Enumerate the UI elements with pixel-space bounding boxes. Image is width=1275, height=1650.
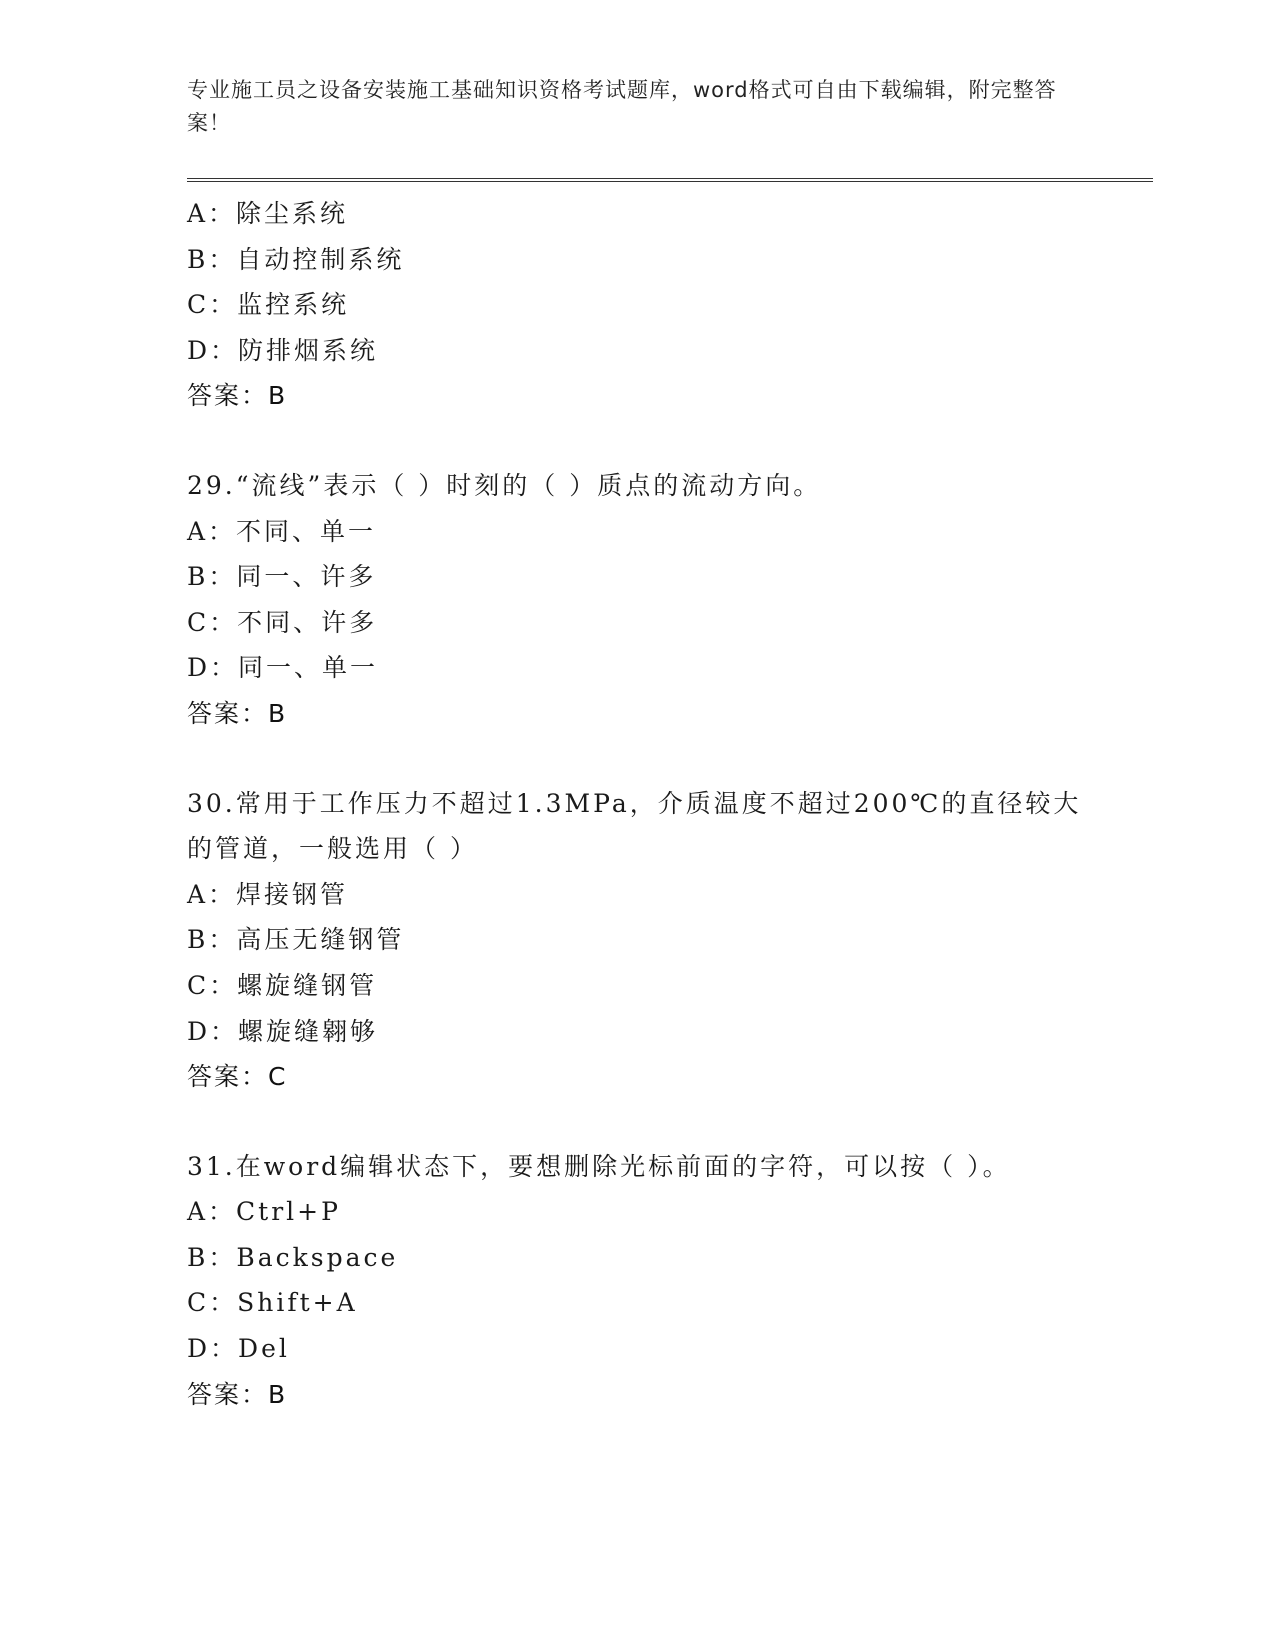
option-d: D：同一、单一 [187, 653, 379, 683]
document-header: 专业施工员之设备安装施工基础知识资格考试题库，word格式可自由下载编辑，附完整答案！ [187, 78, 1057, 135]
answer-line: 答案：B [187, 698, 288, 728]
option-a: A：除尘系统 [187, 199, 349, 228]
question-block [187, 463, 1087, 737]
option-a: A：Ctrl+P [187, 1197, 341, 1227]
option-a: A：不同、单一 [187, 516, 377, 546]
option-c: C：不同、许多 [187, 607, 378, 637]
option-d: D：防排烟系统 [187, 335, 379, 365]
option-d: D：螺旋缝翱够 [187, 1016, 379, 1046]
option-a: A：焊接钢管 [187, 879, 349, 909]
question-list [187, 191, 1087, 1417]
answer-line: 答案：B [187, 381, 288, 411]
option-b: B：自动控制系统 [187, 244, 405, 274]
answer-line: 答案：C [187, 1062, 288, 1092]
question-text: 31.在word编辑状态下，要想删除光标前面的字符，可以按（ ）。 [187, 1151, 1011, 1181]
option-b: B：同一、许多 [187, 562, 377, 592]
question-text: 29.“流线”表示（ ）时刻的（ ）质点的流动方向。 [187, 470, 822, 500]
question-block [187, 1144, 1087, 1418]
answer-line: 答案：B [187, 1379, 288, 1409]
option-d: D：Del [187, 1334, 290, 1364]
question-block [187, 781, 1087, 1100]
question-block [187, 191, 1087, 419]
question-text: 30.常用于工作压力不超过1.3MPa，介质温度不超过200℃的直径较大的管道，一般选用（ ） [187, 788, 1082, 864]
option-c: C：Shift+A [187, 1288, 358, 1318]
option-c: C：螺旋缝钢管 [187, 970, 378, 1000]
option-b: B：Backspace [187, 1242, 399, 1272]
option-b: B：高压无缝钢管 [187, 925, 405, 955]
header-divider [187, 178, 1153, 182]
option-c: C：监控系统 [187, 290, 350, 320]
